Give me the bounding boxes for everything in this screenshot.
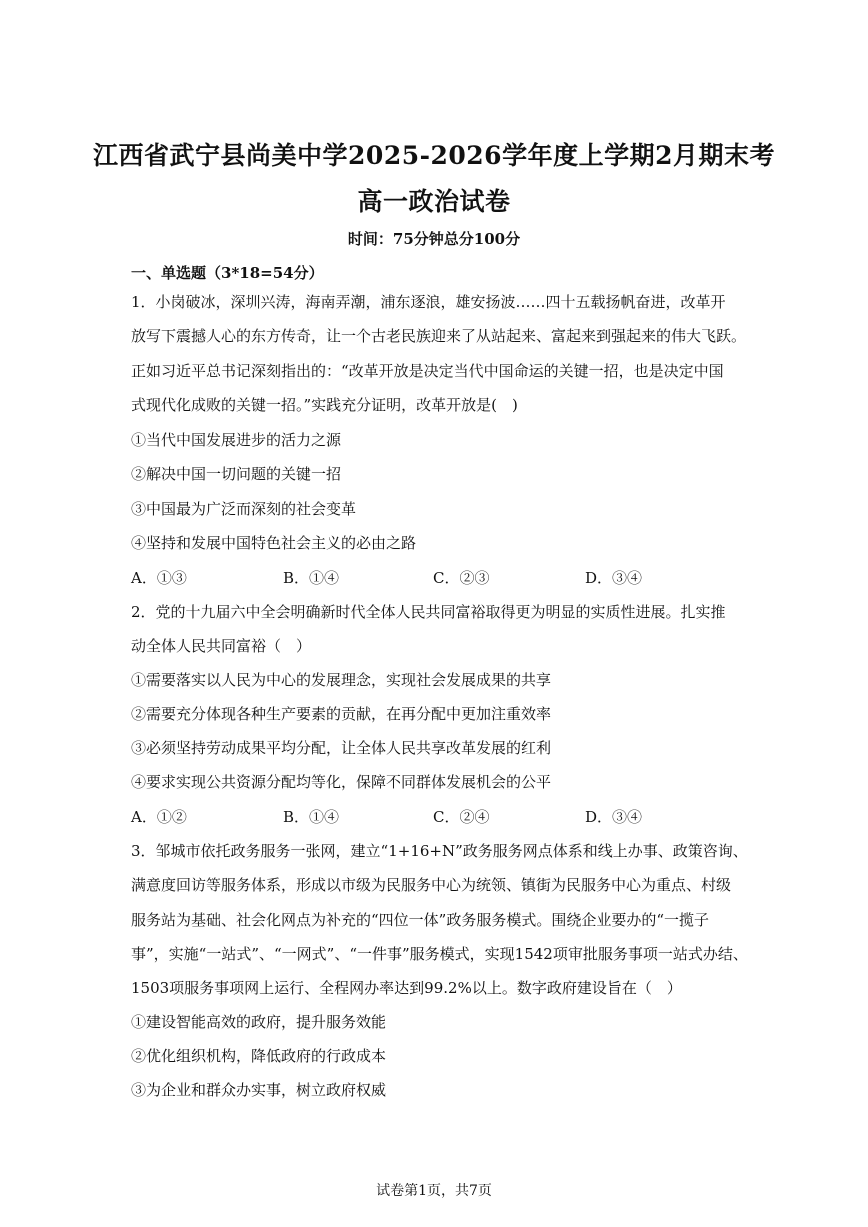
- q3-stem-line: 3．邹城市依托政务服务一张网，建立“1+16+N”政务服务网点体系和线上办事、政策咨询、: [131, 842, 748, 860]
- q1-option: ②解决中国一切问题的关键一招: [131, 465, 342, 483]
- q1-choice-a: A．①③: [131, 569, 187, 587]
- q2-option: ②需要充分体现各种生产要素的贡献，在再分配中更加注重效率: [131, 705, 552, 723]
- q1-option: ④坚持和发展中国特色社会主义的必由之路: [131, 534, 417, 552]
- q2-option: ③必须坚持劳动成果平均分配，让全体人民共享改革发展的红利: [131, 739, 552, 757]
- q2-stem-line: 2．党的十九届六中全会明确新时代全体人民共同富裕取得更为明显的实质性进展。扎实推: [131, 603, 726, 621]
- q2-option: ①需要落实以人民为中心的发展理念，实现社会发展成果的共享: [131, 671, 552, 689]
- q1-stem-line: 正如习近平总书记深刻指出的：“改革开放是决定当代中国命运的关键一招，也是决定中国: [131, 362, 724, 380]
- exam-title-line1: 江西省武宁县尚美中学2025-2026学年度上学期2月期末考: [93, 141, 775, 170]
- q1-choice-d: D．③④: [585, 569, 643, 587]
- q1-stem-line: 式现代化成败的关键一招。”实践充分证明，改革开放是( ): [131, 396, 518, 414]
- exam-title-line2: 高一政治试卷: [357, 187, 511, 216]
- q1-stem-line: 放写下震撼人心的东方传奇，让一个古老民族迎来了从站起来、富起来到强起来的伟大飞跃。: [131, 327, 747, 345]
- q3-stem-line: 1503项服务事项网上运行、全程网办率达到99.2%以上。数字政府建设旨在（ ）: [131, 979, 682, 997]
- q2-choice-d: D．③④: [585, 808, 643, 826]
- q1-choice-c: C．②③: [433, 569, 490, 587]
- q1-option: ③中国最为广泛而深刻的社会变革: [131, 500, 357, 518]
- q2-option: ④要求实现公共资源分配均等化，保障不同群体发展机会的公平: [131, 773, 552, 791]
- section-heading: 一、单选题（3*18=54分）: [131, 264, 324, 282]
- q3-option: ②优化组织机构，降低政府的行政成本: [131, 1047, 387, 1065]
- q3-option: ①建设智能高效的政府，提升服务效能: [131, 1013, 387, 1031]
- q3-option: ③为企业和群众办实事，树立政府权威: [131, 1081, 387, 1099]
- q2-choice-b: B．①④: [283, 808, 340, 826]
- q2-choice-a: A．①②: [131, 808, 187, 826]
- q3-stem-line: 事”，实施“一站式”、“一网式”、“一件事”服务模式，实现1542项审批服务事项一站式办结、: [131, 945, 748, 963]
- page-footer: 试卷第1页，共7页: [376, 1183, 492, 1199]
- q2-stem-line: 动全体人民共同富裕（ ）: [131, 637, 312, 655]
- q1-choice-b: B．①④: [283, 569, 340, 587]
- q1-stem-line: 1．小岗破冰，深圳兴涛，海南弄潮，浦东逐浪，雄安扬波……四十五载扬帆奋进，改革开: [131, 293, 726, 311]
- q1-option: ①当代中国发展进步的活力之源: [131, 431, 342, 449]
- q2-choice-c: C．②④: [433, 808, 490, 826]
- q2-choices: [131, 806, 741, 826]
- q3-stem-line: 满意度回访等服务体系，形成以市级为民服务中心为统领、镇街为民服务中心为重点、村级: [131, 876, 732, 894]
- q3-stem-line: 服务站为基础、社会化网点为补充的“四位一体”政务服务模式。围绕企业要办的“一揽子: [131, 911, 710, 929]
- q1-choices: [131, 567, 741, 587]
- exam-time-info: 时间：75分钟总分100分: [347, 230, 521, 248]
